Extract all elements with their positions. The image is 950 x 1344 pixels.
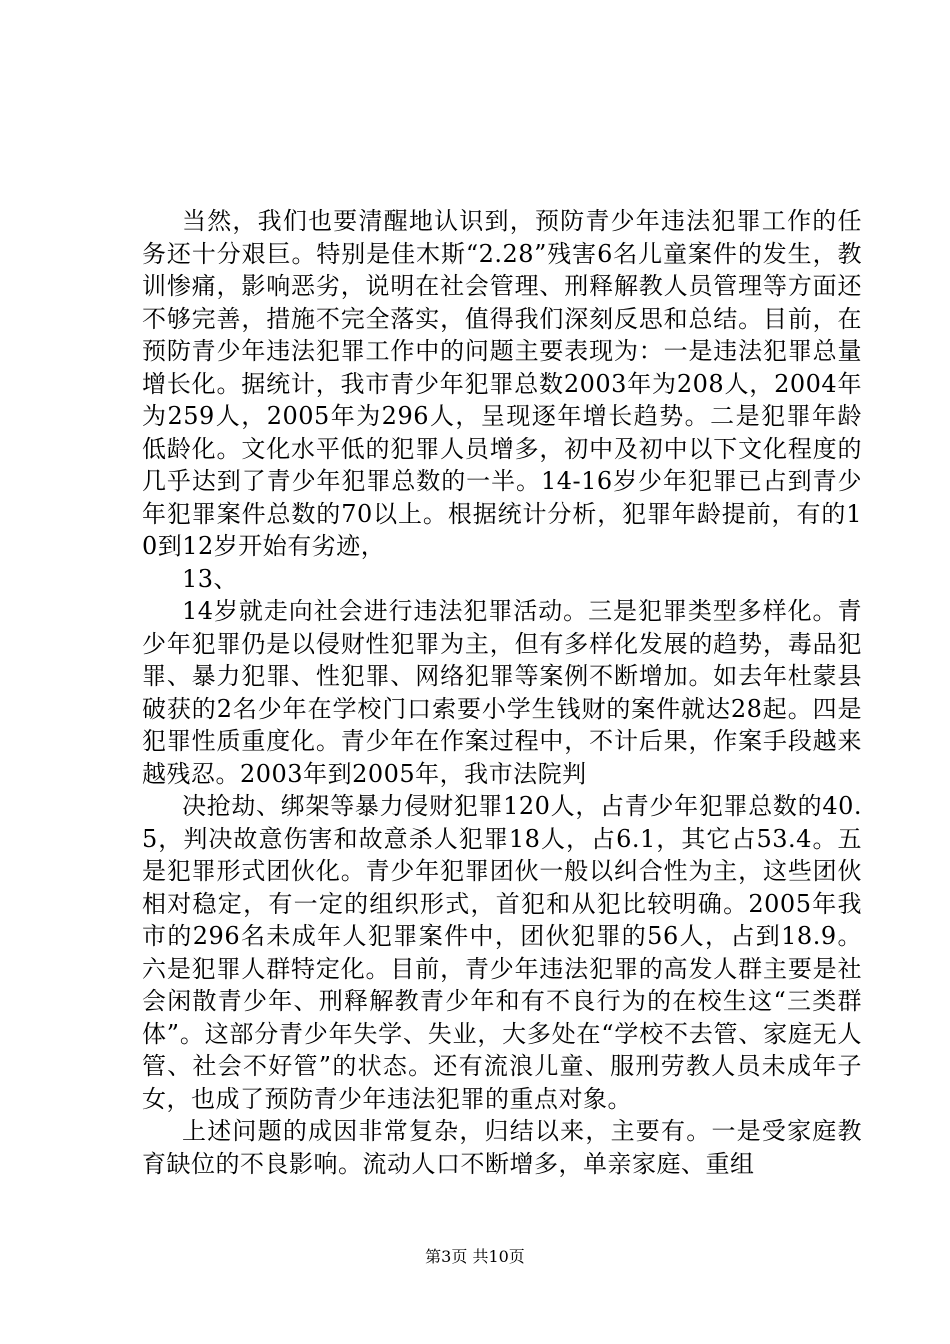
- paragraph-age-fragment: 13、: [182, 564, 239, 593]
- page-footer: 第3页 共10页: [425, 1247, 525, 1266]
- paragraph-crime-types: 14岁就走向社会进行违法犯罪活动。三是犯罪类型多样化。青少年犯罪仍是以侵财性犯罪为主，但有多样化发展的趋势，毒品犯罪、暴力犯罪、性犯罪、网络犯罪等案例不断增加。如去年杜蒙县破获的2名少年在学校门口索要小学生钱财的案件就达28起。四是犯罪性质重度化。青少年在作案过程中，不计后果，作案手段越来越残忍。2003年到2005年，我市法院判: [142, 597, 862, 788]
- paragraph-crime-statistics: 决抢劫、绑架等暴力侵财犯罪120人，占青少年犯罪总数的40.5，判决故意伤害和故意杀人犯罪18人，占6.1，其它占53.4。五是犯罪形式团伙化。青少年犯罪团伙一般以纠合性为主，这些团伙相对稳定，有一定的组织形式，首犯和从犯比较明确。2005年我市的296名未成年人犯罪案件中，团伙犯罪的56人，占到18.9。六是犯罪人群特定化。目前，青少年违法犯罪的高发人群主要是社会闲散青少年、刑释解教青少年和有不良行为的在校生这“三类群体”。这部分青少年失学、失业，大多处在“学校不去管、家庭无人管、社会不好管”的状态。还有流浪儿童、服刑劳教人员未成年子女，也成了预防青少年违法犯罪的重点对象。: [142, 792, 862, 1113]
- document-body: [142, 205, 862, 1180]
- paragraph-problems-overview: 当然，我们也要清醒地认识到，预防青少年违法犯罪工作的任务还十分艰巨。特别是佳木斯“2.28”残害6名儿童案件的发生，教训惨痛，影响恶劣，说明在社会管理、刑释解教人员管理等方面还不够完善，措施不完全落实，值得我们深刻反思和总结。目前，在预防青少年违法犯罪工作中的问题主要表现为：一是违法犯罪总量增长化。据统计，我市青少年犯罪总数2003年为208人，2004年为259人，2005年为296人，呈现逐年增长趋势。二是犯罪年龄低龄化。文化水平低的犯罪人员增多，初中及初中以下文化程度的几乎达到了青少年犯罪总数的一半。14-16岁少年犯罪已占到青少年犯罪案件总数的70以上。根据统计分析，犯罪年龄提前，有的10到12岁开始有劣迹，: [142, 207, 862, 560]
- paragraph-causes: 上述问题的成因非常复杂，归结以来，主要有。一是受家庭教育缺位的不良影响。流动人口不断增多，单亲家庭、重组: [142, 1117, 862, 1178]
